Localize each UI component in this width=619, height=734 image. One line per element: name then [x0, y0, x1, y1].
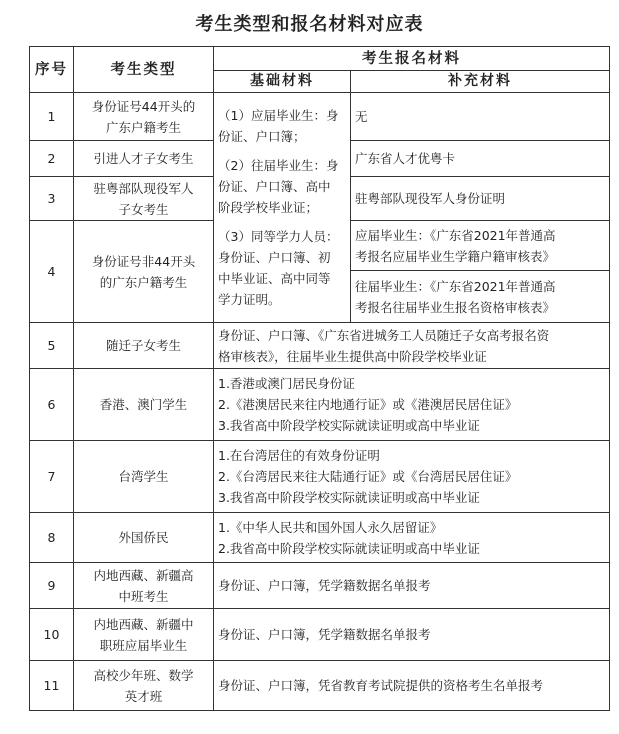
table-row — [30, 563, 610, 609]
row-type: 内地西藏、新疆中 职班应届毕业生 — [74, 609, 214, 661]
table-row — [30, 441, 610, 513]
row-materials: 身份证、户口簿、《广东省进城务工人员随迁子女高考报名资 格审核表》，往届毕业生提供高中阶段学校毕业证 — [214, 323, 610, 369]
row-type: 驻粤部队现役军人 子女考生 — [74, 177, 214, 221]
row-type: 随迁子女考生 — [74, 323, 214, 369]
row-type: 香港、澳门学生 — [74, 369, 214, 441]
row-materials: 1.在台湾居住的有效身份证明 2.《台湾居民来往大陆通行证》或《台湾居民居住证》 3.我省高中阶段学校实际就读证明或高中毕业证 — [214, 441, 610, 513]
header-extra: 补充材料 — [351, 71, 610, 93]
row-type: 外国侨民 — [74, 513, 214, 563]
row-materials: 身份证、户口簿，凭省教育考试院提供的资格考生名单报考 — [214, 661, 610, 711]
row-type: 高校少年班、数学 英才班 — [74, 661, 214, 711]
table-row — [30, 93, 610, 141]
row-no: 7 — [30, 441, 74, 513]
row-no: 6 — [30, 369, 74, 441]
row-extra: 驻粤部队现役军人身份证明 — [351, 177, 610, 221]
header-basic: 基础材料 — [214, 71, 351, 93]
row-no: 9 — [30, 563, 74, 609]
row-extra-fresh: 应届毕业生：《广东省2021年普通高 考报名应届毕业生学籍户籍审核表》 — [351, 221, 610, 271]
header-seq: 序号 — [30, 47, 74, 93]
row-type: 台湾学生 — [74, 441, 214, 513]
basic-materials-shared: （1）应届毕业生：身 份证、户口簿； （2）往届毕业生：身 份证、户口簿、高中 阶段学校毕业证； （3）同等学力人员： 身份证、户口簿、初 中毕业证、高中同等 学力证明。 — [214, 93, 351, 323]
row-type: 内地西藏、新疆高 中班考生 — [74, 563, 214, 609]
row-no: 8 — [30, 513, 74, 563]
row-materials: 1.《中华人民共和国外国人永久居留证》 2.我省高中阶段学校实际就读证明或高中毕业证 — [214, 513, 610, 563]
table-row — [30, 323, 610, 369]
row-no: 1 — [30, 93, 74, 141]
row-type: 身份证号非44开头 的广东户籍考生 — [74, 221, 214, 323]
header-type: 考生类型 — [74, 47, 214, 93]
row-no: 3 — [30, 177, 74, 221]
row-materials: 身份证、户口簿，凭学籍数据名单报考 — [214, 609, 610, 661]
row-no: 5 — [30, 323, 74, 369]
table-row — [30, 513, 610, 563]
row-extra: 无 — [351, 93, 610, 141]
table-row — [30, 369, 610, 441]
row-type: 身份证号44开头的 广东户籍考生 — [74, 93, 214, 141]
row-materials: 1.香港或澳门居民身份证 2.《港澳居民来往内地通行证》或《港澳居民居住证》 3.我省高中阶段学校实际就读证明或高中毕业证 — [214, 369, 610, 441]
row-extra-previous: 往届毕业生：《广东省2021年普通高 考报名往届毕业生报名资格审核表》 — [351, 271, 610, 323]
page-title: 考生类型和报名材料对应表 — [195, 14, 424, 35]
table-row — [30, 661, 610, 711]
row-no: 10 — [30, 609, 74, 661]
materials-table — [29, 46, 610, 711]
row-extra: 广东省人才优粤卡 — [351, 141, 610, 177]
table-row — [30, 609, 610, 661]
row-materials: 身份证、户口簿，凭学籍数据名单报考 — [214, 563, 610, 609]
row-no: 2 — [30, 141, 74, 177]
row-no: 11 — [30, 661, 74, 711]
row-type: 引进人才子女考生 — [74, 141, 214, 177]
row-no: 4 — [30, 221, 74, 323]
header-materials: 考生报名材料 — [214, 47, 610, 71]
